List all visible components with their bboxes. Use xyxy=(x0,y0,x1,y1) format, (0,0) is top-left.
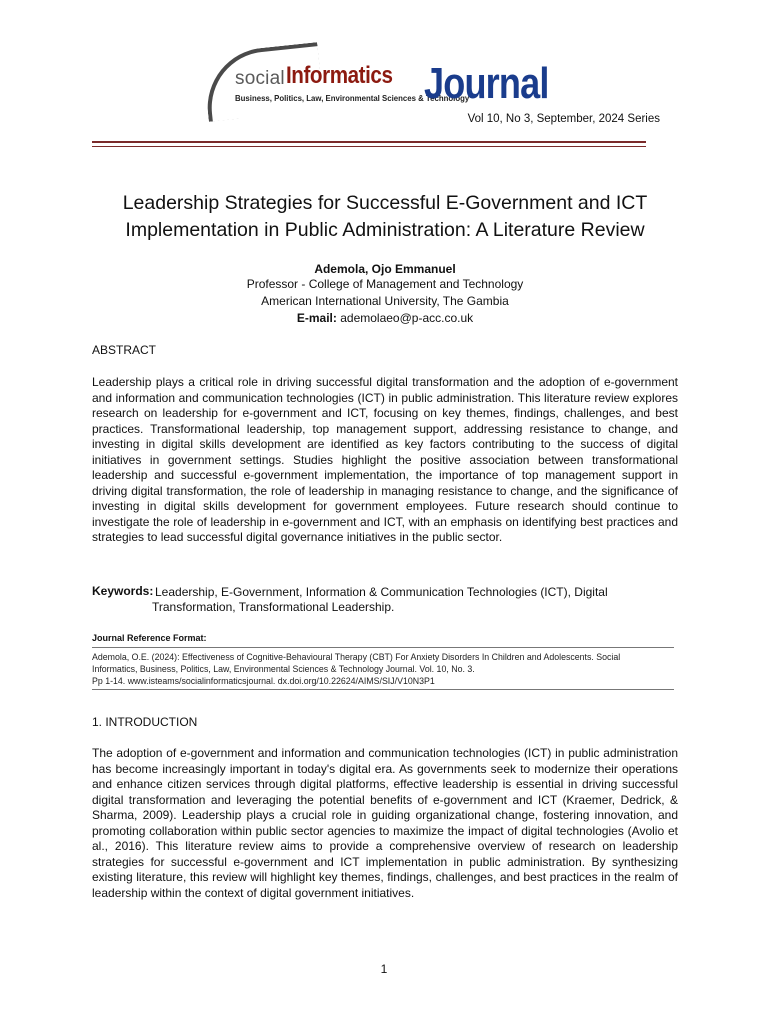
logo-journal-text: Journal xyxy=(424,59,549,108)
reference-line-3: Pp 1-14. www.isteams/socialinformaticsjournal. dx.doi.org/10.22624/AIMS/SIJ/V10N3P1 xyxy=(92,676,435,686)
series-info: Vol 10, No 3, September, 2024 Series xyxy=(467,113,660,125)
header-rule-top xyxy=(92,141,646,143)
author-email-line xyxy=(90,311,680,325)
abstract-text: Leadership plays a critical role in driving successful digital transformation and the adoption of e-government and information and communication technologies (ICT) in public administration. This literature review explores research on leadership for e-government and ICT, focusing on key themes, findings, challenges, and best practices. Transformational leadership, top management support, addressing resistance to change, and investing in digital skills development are identified as key factors contributing to the success of digital initiatives in government settings. Studies highlight the positive association between transformational leadership and successful e-government implementation, the importance of top management support in driving digital transformation, the role of leadership in managing resistance to change, and the significance of investing in digital skills development for government employees. Future research should continue to investigate the role of leadership in e-government and ICT, with an emphasis on identifying best practices and strategies to lead successful digital governance initiatives in the public sector. xyxy=(92,375,678,544)
keywords-label: Keywords: xyxy=(92,584,154,598)
keywords-line-1: Leadership, E-Government, Information & Communication Technologies (ICT), Digital xyxy=(155,585,608,599)
abstract-heading: ABSTRACT xyxy=(92,343,157,357)
reference-line-1: Ademola, O.E. (2024): Effectiveness of Cognitive-Behavioural Therapy (CBT) For Anxiety Disorders In Children and Adolescents. Social xyxy=(92,652,621,662)
journal-logo xyxy=(205,44,565,116)
title-line-1: Leadership Strategies for Successful E-Government and ICT xyxy=(122,192,648,214)
logo-informatics-text: Informatics xyxy=(286,62,393,89)
page-number: 1 xyxy=(380,962,388,976)
reference-line-2: Informatics, Business, Politics, Law, Environmental Sciences & Technology Journal. Vol. 10, No. 3. xyxy=(92,664,475,674)
title-line-2: Implementation in Public Administration: A Literature Review xyxy=(125,219,645,241)
author-affiliation-2: American International University, The Gambia xyxy=(261,294,509,308)
author-name: Ademola, Ojo Emmanuel xyxy=(314,262,456,276)
logo-social-text: social xyxy=(235,68,285,89)
reference-format-label: Journal Reference Format: xyxy=(92,633,207,643)
keywords-line-2: Transformation, Transformational Leadership. xyxy=(152,600,395,614)
author-email[interactable]: ademolaeo@p-acc.co.uk xyxy=(340,311,474,325)
header-rule-bottom xyxy=(92,146,646,147)
reference-rule-bottom xyxy=(92,689,674,690)
logo-subtitle: Business, Politics, Law, Environmental Sciences & Technology xyxy=(235,93,470,103)
reference-rule-top xyxy=(92,647,674,648)
email-label: E-mail: xyxy=(296,311,337,325)
introduction-heading: 1. INTRODUCTION xyxy=(92,715,198,729)
introduction-text: The adoption of e-government and information and communication technologies (ICT) in public administration has become increasingly important in today's digital era. As governments seek to modernize their operations and enhance citizen services through digital platforms, effective leadership is essential in driving successful digital transformation and leveraging the potential benefits of e-government and ICT (Kraemer, Dedrick, & Sharma, 2009). Leadership plays a crucial role in guiding organizational change, fostering innovation, and promoting collaboration within public sector agencies to maximize the impact of digital technologies (Avolio et al., 2016). This literature review aims to provide a comprehensive overview of research on leadership strategies for successful e-government and ICT implementation in public administration. By synthesizing existing literature, this review will highlight key themes, findings, challenges, and best practices in the realm of leadership within the context of digital government initiatives. xyxy=(92,746,678,900)
paper-title xyxy=(70,190,700,244)
author-affiliation-1: Professor - College of Management and Technology xyxy=(246,277,524,291)
